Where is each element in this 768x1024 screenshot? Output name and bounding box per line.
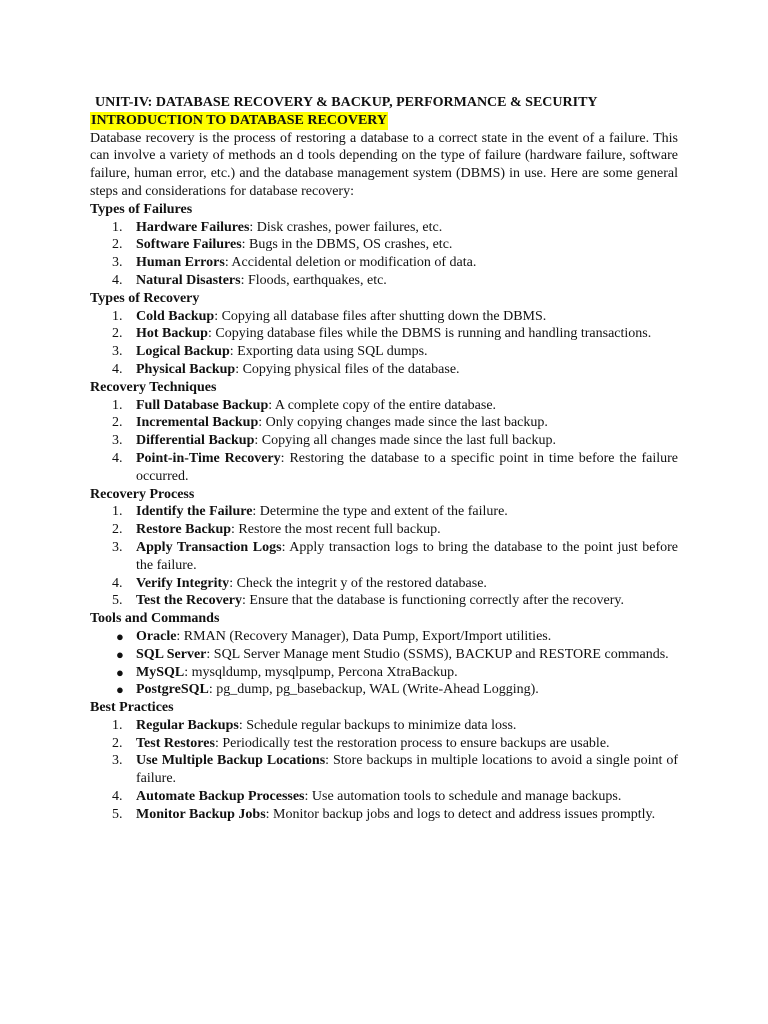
list-item-term: Regular Backups	[136, 717, 239, 733]
list-item-description: : Only copying changes made since the last backup.	[258, 415, 548, 431]
list-item-description: : mysqldump, mysqlpump, Percona XtraBackup.	[184, 664, 458, 680]
list-item-description: : Use automation tools to schedule and manage backups.	[304, 789, 622, 805]
list-number: 1.	[112, 397, 123, 413]
unit-title: UNIT-IV: DATABASE RECOVERY & BACKUP, PERFORMANCE & SECURITY	[95, 95, 598, 110]
list-item-description: : Bugs in the DBMS, OS crashes, etc.	[241, 237, 453, 253]
list-number: 2.	[112, 326, 123, 342]
list-item-description: : Check the integrit y of the restored database.	[229, 575, 487, 591]
list-item	[90, 450, 678, 486]
list-number: 2.	[112, 522, 123, 538]
list-item-term: Differential Backup	[136, 433, 255, 449]
list-item-term: Test Restores	[136, 735, 215, 751]
list-number: 1.	[112, 219, 123, 235]
list-item-term: PostgreSQL	[136, 682, 209, 698]
list-item	[90, 272, 678, 290]
bullet-marker: ●	[116, 664, 124, 680]
list-item-description: : Accidental deletion or modification of data.	[224, 255, 477, 271]
list-item	[90, 735, 678, 753]
list-item-term: Software Failures	[136, 237, 242, 253]
document-page	[90, 94, 678, 824]
intro-title-highlighted: INTRODUCTION TO DATABASE RECOVERY	[91, 112, 388, 128]
list-item	[90, 717, 678, 735]
list-item	[90, 788, 678, 806]
list-item	[90, 343, 678, 361]
list-item	[90, 361, 678, 379]
section-heading: Tools and Commands	[90, 611, 220, 627]
list-number: 3.	[112, 753, 123, 769]
section-heading: Recovery Process	[90, 486, 195, 502]
list-item	[90, 325, 678, 343]
list-item-description: : Monitor backup jobs and logs to detect and address issues promptly.	[265, 806, 656, 822]
list-number: 3.	[112, 344, 123, 360]
list-item-description: : Copying all changes made since the last full backup.	[254, 433, 557, 449]
list-item	[90, 503, 678, 521]
list-item	[90, 628, 678, 646]
list-number: 5.	[112, 806, 123, 822]
list-item-term: Identify the Failure	[136, 504, 253, 520]
list-number: 1.	[112, 504, 123, 520]
list-item-description: : Floods, earthquakes, etc.	[240, 272, 387, 288]
list-number: 2.	[112, 237, 123, 253]
section-heading: Types of Recovery	[90, 290, 200, 306]
numbered-list	[90, 397, 678, 486]
list-number: 4.	[112, 789, 123, 805]
list-item-description: : Restore the most recent full backup.	[231, 522, 441, 538]
list-item-term: SQL Server	[136, 646, 207, 662]
list-item-term: Logical Backup	[136, 344, 230, 360]
list-item-term: Incremental Backup	[136, 415, 259, 431]
list-item-term: Human Errors	[136, 255, 225, 271]
list-item-term: Monitor Backup Jobs	[136, 806, 266, 822]
list-item-term: Automate Backup Processes	[136, 789, 305, 805]
list-item	[90, 592, 678, 610]
list-number: 1.	[112, 717, 123, 733]
list-item-term: Point-in-Time Recovery	[136, 450, 281, 466]
numbered-list	[90, 219, 678, 290]
list-item	[90, 308, 678, 326]
numbered-list	[90, 717, 678, 824]
section-heading: Recovery Techniques	[90, 379, 217, 395]
list-item-term: Use Multiple Backup Locations	[136, 753, 326, 769]
list-item-description: : A complete copy of the entire database.	[268, 397, 497, 413]
section-heading: Best Practices	[90, 700, 174, 716]
list-number: 4.	[112, 575, 123, 591]
list-number: 3.	[112, 539, 123, 555]
list-item	[90, 397, 678, 415]
list-item-description: : Exporting data using SQL dumps.	[229, 344, 428, 360]
list-number: 2.	[112, 735, 123, 751]
bullet-marker: ●	[116, 628, 124, 644]
list-item-term: Natural Disasters	[136, 272, 241, 288]
list-item-term: Full Database Backup	[136, 397, 269, 413]
list-item-term: Hot Backup	[136, 326, 208, 342]
list-item-description: : SQL Server Manage ment Studio (SSMS), BACKUP and RESTORE commands.	[206, 646, 669, 662]
list-item	[90, 806, 678, 824]
list-item	[90, 236, 678, 254]
list-item	[90, 664, 678, 682]
list-item-description: : Ensure that the database is functioning correctly after the recovery.	[242, 593, 625, 609]
list-item-term: Apply Transaction Logs	[136, 539, 282, 555]
list-item	[90, 219, 678, 237]
list-item	[90, 575, 678, 593]
numbered-list	[90, 503, 678, 610]
list-item-description: : Copying physical files of the database.	[235, 361, 460, 377]
list-item-term: Physical Backup	[136, 361, 236, 377]
section-heading: Types of Failures	[90, 201, 193, 217]
list-item	[90, 752, 678, 788]
list-number: 4.	[112, 272, 123, 288]
list-number: 5.	[112, 593, 123, 609]
bullet-marker: ●	[116, 682, 124, 698]
list-item-term: MySQL	[136, 664, 185, 680]
list-number: 3.	[112, 255, 123, 271]
list-item	[90, 521, 678, 539]
list-number: 2.	[112, 415, 123, 431]
list-item	[90, 254, 678, 272]
list-item-description: : RMAN (Recovery Manager), Data Pump, Export/Import utilities.	[176, 628, 552, 644]
list-item-term: Restore Backup	[136, 522, 232, 538]
list-item-description: : Periodically test the restoration process to ensure backups are usable.	[214, 735, 610, 751]
sections-container	[90, 201, 678, 824]
list-item-description: : Schedule regular backups to minimize data loss.	[238, 717, 517, 733]
list-item	[90, 646, 678, 664]
list-number: 1.	[112, 308, 123, 324]
list-item-description: : Copying all database files after shutting down the DBMS.	[214, 308, 547, 324]
list-item-description: : Restoring the database to a specific point in time before the failure occurred.	[136, 450, 678, 484]
list-item-term: Oracle	[136, 628, 177, 644]
list-item-term: Hardware Failures	[136, 219, 250, 235]
list-number: 4.	[112, 450, 123, 466]
intro-paragraph: Database recovery is the process of restoring a database to a correct state in the event of a failure. This can involve a variety of methods an d tools depending on the type of failure (hardware failure, software failure, human error, etc.) and the database management system (DBMS) in use. Here are some general steps and considerations for database recovery:	[90, 130, 678, 199]
list-item-description: : Copying database files while the DBMS is running and handling transactions.	[207, 326, 652, 342]
list-number: 3.	[112, 433, 123, 449]
list-item-description: : Store backups in multiple locations to avoid a single point of failure.	[136, 753, 678, 787]
list-item-description: : Apply transaction logs to bring the database to the point just before the failure.	[136, 539, 679, 573]
list-number: 4.	[112, 361, 123, 377]
list-item-term: Test the Recovery	[136, 593, 243, 609]
list-item	[90, 539, 678, 575]
list-item-description: : Determine the type and extent of the failure.	[252, 504, 508, 520]
bulleted-list	[90, 628, 678, 699]
list-item	[90, 414, 678, 432]
numbered-list	[90, 308, 678, 379]
list-item	[90, 681, 678, 699]
list-item-term: Verify Integrity	[136, 575, 230, 591]
bullet-marker: ●	[116, 646, 124, 662]
list-item-term: Cold Backup	[136, 308, 215, 324]
list-item-description: : Disk crashes, power failures, etc.	[249, 219, 443, 235]
list-item-description: : pg_dump, pg_basebackup, WAL (Write-Ahead Logging).	[208, 682, 539, 698]
list-item	[90, 432, 678, 450]
